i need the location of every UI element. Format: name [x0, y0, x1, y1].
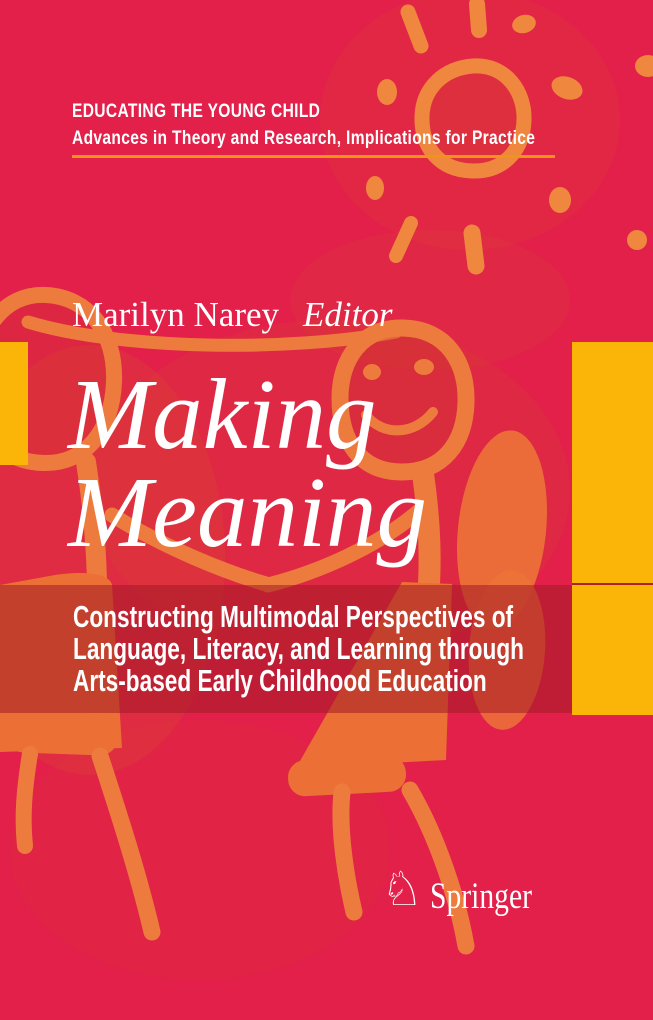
spine-tab-left	[0, 342, 28, 465]
book-title	[68, 358, 428, 568]
book-subtitle-line1: Constructing Multimodal Perspectives of	[73, 599, 514, 634]
series-rule	[72, 155, 555, 158]
series-block	[72, 98, 535, 152]
book-subtitle	[73, 601, 524, 697]
book-title-line1: Making	[68, 358, 377, 470]
author-line	[72, 295, 392, 335]
series-subtitle: Advances in Theory and Research, Implications for Practice	[72, 128, 536, 149]
series-title: EDUCATING THE YOUNG CHILD	[72, 101, 321, 122]
spine-tab-divider	[572, 583, 653, 585]
spine-tab-right	[572, 342, 653, 715]
springer-knight-horse-icon: ♘	[381, 862, 424, 917]
author-name: Marilyn Narey	[72, 295, 280, 334]
author-role: Editor	[303, 295, 393, 334]
book-subtitle-line3: Arts-based Early Childhood Education	[73, 663, 487, 698]
publisher-name: Springer	[430, 876, 532, 917]
book-title-line2: Meaning	[68, 456, 428, 568]
book-subtitle-line2: Language, Literacy, and Learning through	[73, 631, 524, 666]
